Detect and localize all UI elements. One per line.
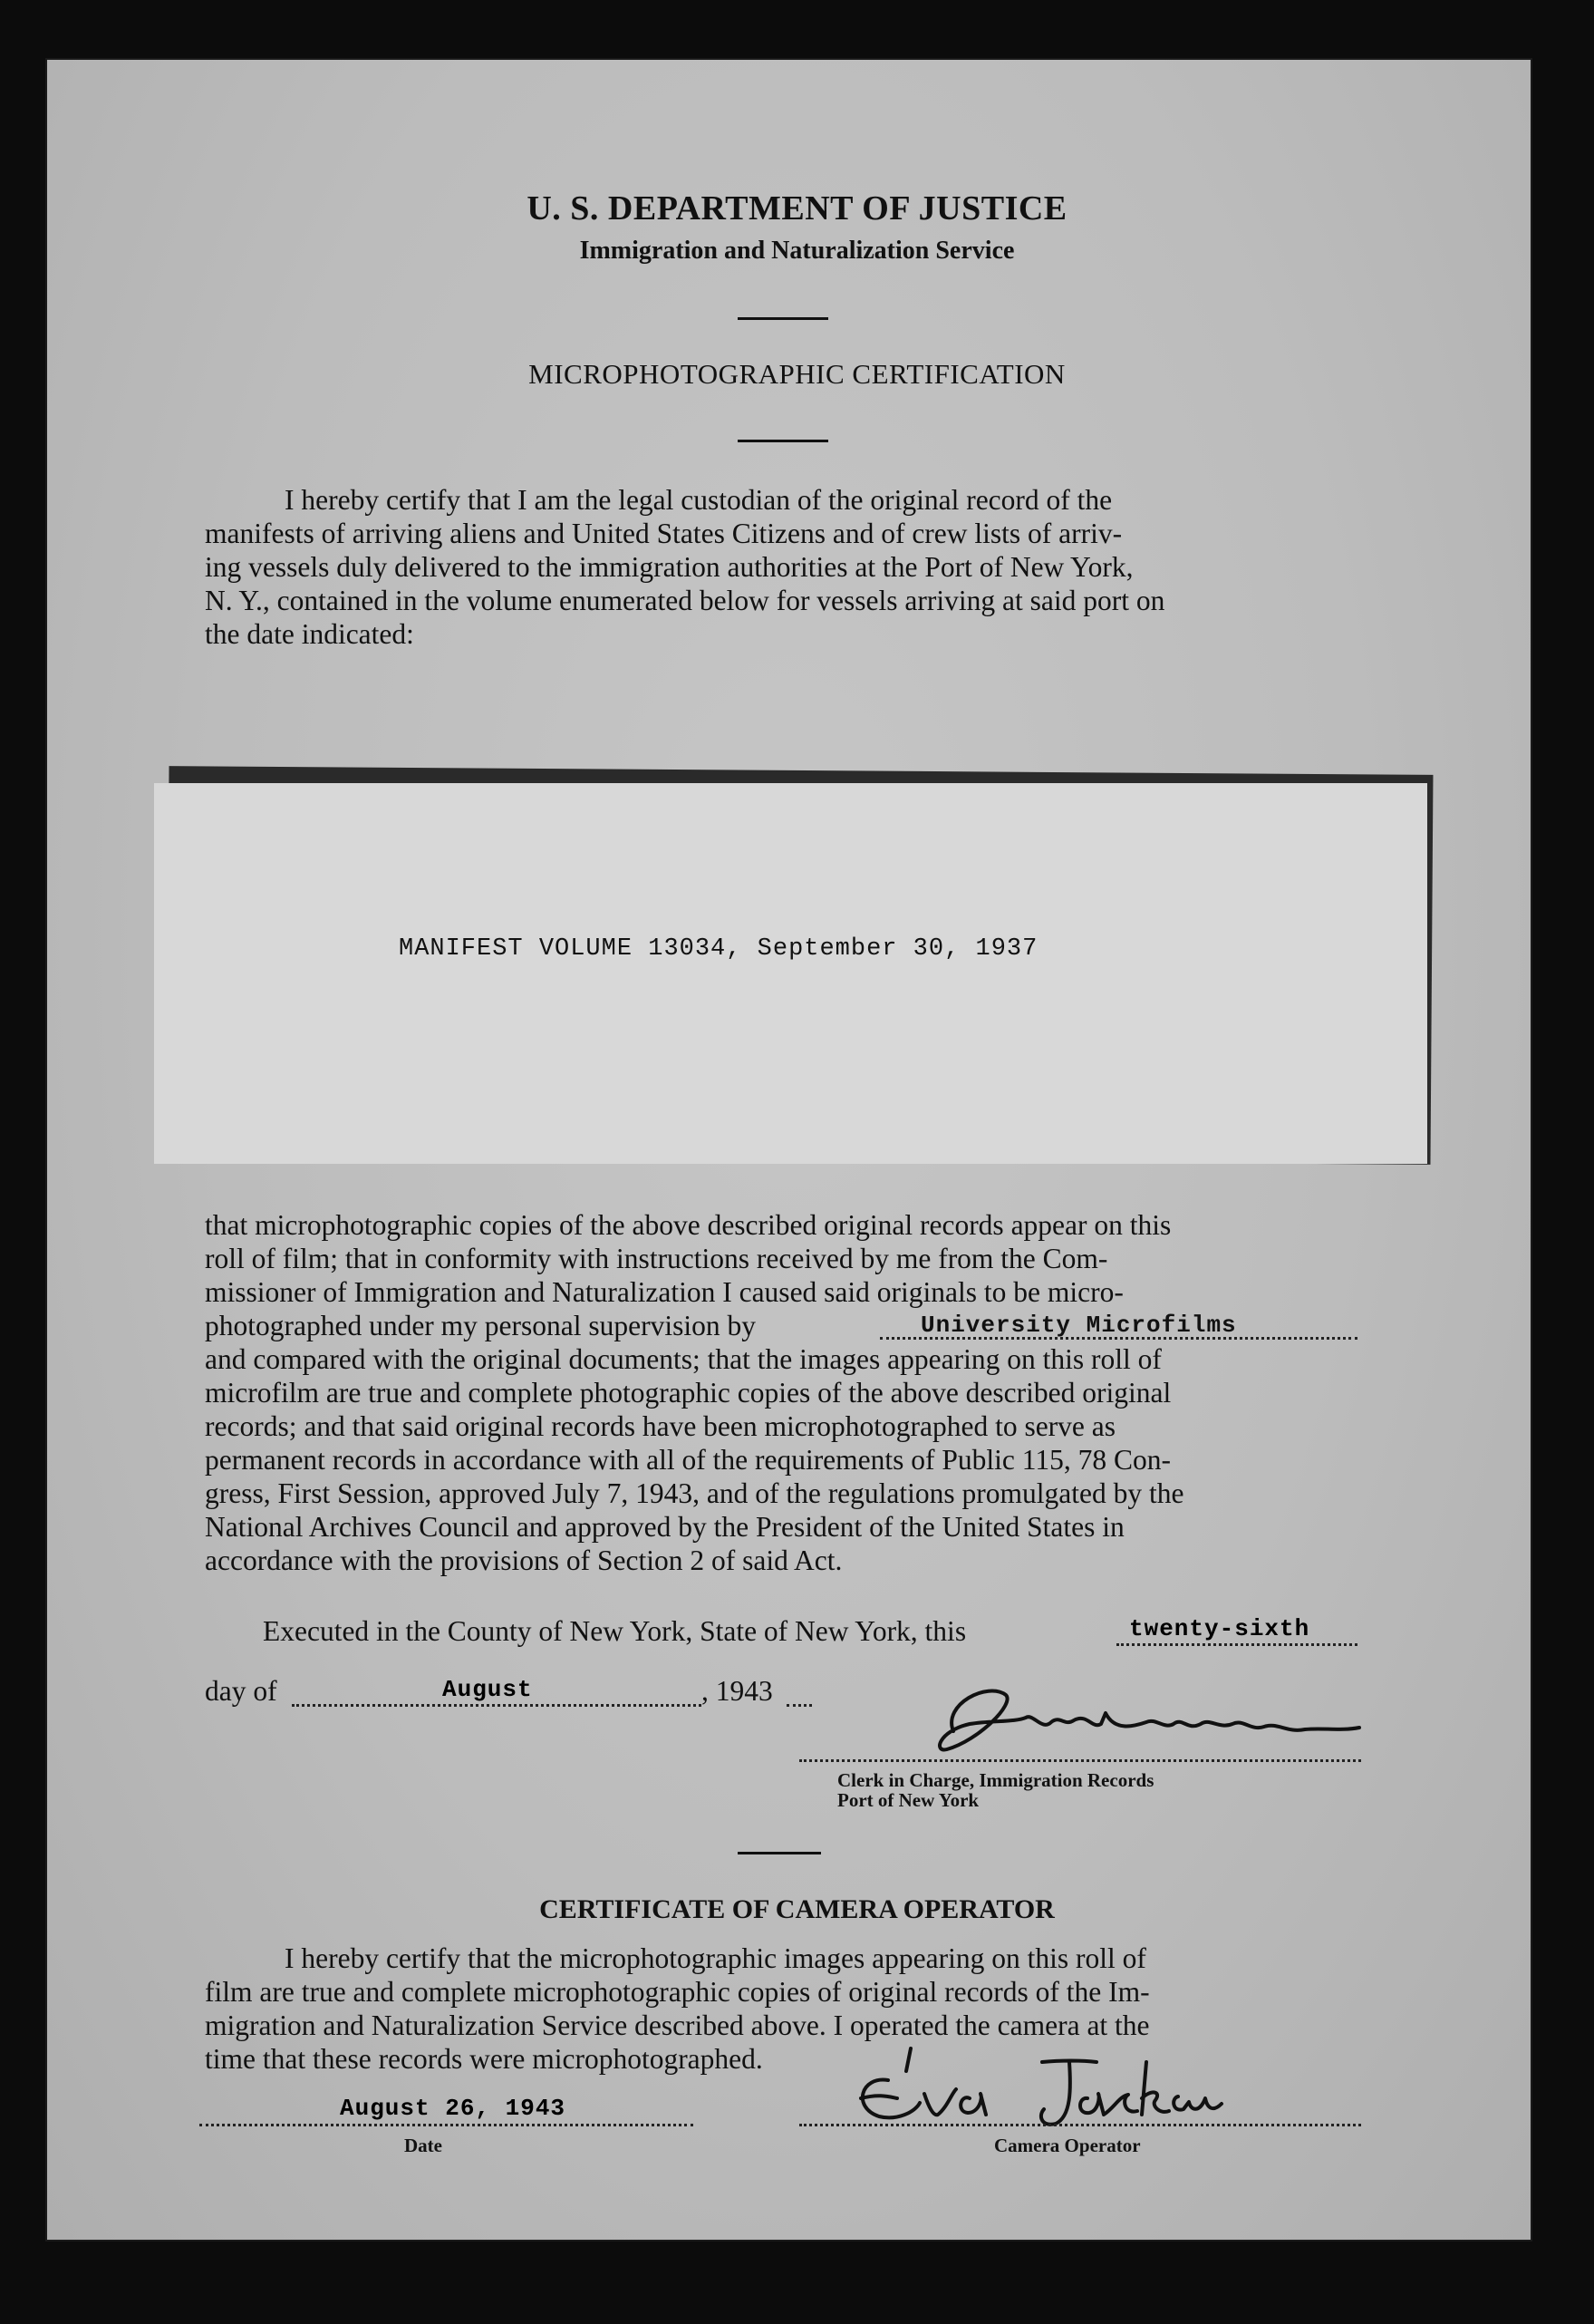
execution-month: August — [442, 1676, 533, 1703]
body-line: roll of film; that in conformity with instructions received by me from the Com- — [205, 1243, 1108, 1274]
day-of-label: day of — [205, 1675, 277, 1707]
intro-paragraph — [205, 483, 1357, 651]
intro-line: ing vessels duly delivered to the immigration authorities at the Port of New York, — [205, 551, 1134, 583]
intro-line: the date indicated: — [205, 618, 414, 650]
header-divider — [738, 317, 828, 320]
supervision-line — [205, 1309, 1357, 1342]
intro-line: I hereby certify that I am the legal custodian of the original record of the — [285, 484, 1113, 516]
manifest-slip — [154, 783, 1427, 1164]
execution-year: , 1943 — [701, 1675, 773, 1707]
camera-line: migration and Naturalization Service described above. I operated the camera at the — [205, 2009, 1150, 2041]
day-dotted-line — [1116, 1643, 1357, 1646]
service-subheading: Immigration and Naturalization Service — [579, 237, 1015, 265]
date-label: Date — [404, 2135, 442, 2156]
body-line: accordance with the provisions of Section 2 of said Act. — [205, 1544, 843, 1576]
title-divider — [738, 440, 828, 442]
body-line: National Archives Council and approved by the President of the United States in — [205, 1511, 1125, 1543]
manifest-volume-text: MANIFEST VOLUME 13034, September 30, 1937 — [399, 935, 1039, 963]
execution-day: twenty-sixth — [1129, 1615, 1310, 1642]
body-line: missioner of Immigration and Naturalization I caused said originals to be micro- — [205, 1276, 1124, 1308]
section-divider — [738, 1852, 821, 1854]
intro-line: N. Y., contained in the volume enumerated below for vessels arriving at said port on — [205, 585, 1165, 616]
certification-title: MICROPHOTOGRAPHIC CERTIFICATION — [528, 358, 1066, 390]
year-dotted-line — [787, 1704, 812, 1707]
clerk-title-line1: Clerk in Charge, Immigration Records — [837, 1769, 1154, 1791]
execution-prefix: Executed in the County of New York, State of New York, this — [263, 1615, 967, 1647]
camera-line: time that these records were microphotographed. — [205, 2043, 763, 2075]
operator-dotted-line — [799, 2124, 1361, 2126]
camera-operator-heading: CERTIFICATE OF CAMERA OPERATOR — [539, 1894, 1055, 1924]
month-dotted-line — [292, 1704, 701, 1707]
date-dotted-line — [199, 2124, 693, 2126]
body-paragraph — [205, 1208, 1357, 1577]
body-line: gress, First Session, approved July 7, 1943, and of the regulations promulgated by the — [205, 1477, 1184, 1509]
clerk-signature-line — [799, 1759, 1361, 1762]
body-line: and compared with the original documents; that the images appearing on this roll of — [205, 1343, 1162, 1375]
body-line: records; and that said original records have been microphotographed to serve as — [205, 1410, 1116, 1442]
camera-line: film are true and complete microphotographic copies of original records of the Im- — [205, 1976, 1150, 2008]
camera-operator-label: Camera Operator — [994, 2135, 1141, 2156]
body-line: that microphotographic copies of the above described original records appear on this — [205, 1209, 1172, 1241]
department-heading: U. S. DEPARTMENT OF JUSTICE — [527, 189, 1067, 228]
supervision-prefix: photographed under my personal supervision by — [205, 1310, 757, 1341]
camera-line: I hereby certify that the microphotographic images appearing on this roll of — [285, 1942, 1146, 1974]
supervisor-name: University Microfilms — [921, 1312, 1237, 1339]
body-line: permanent records in accordance with all of the requirements of Public 115, 78 Con- — [205, 1444, 1171, 1476]
body-line: microfilm are true and complete photographic copies of the above described original — [205, 1377, 1172, 1409]
clerk-title-line2: Port of New York — [837, 1789, 980, 1811]
intro-line: manifests of arriving aliens and United States Citizens and of crew lists of arriv- — [205, 518, 1123, 549]
camera-date: August 26, 1943 — [340, 2095, 566, 2122]
